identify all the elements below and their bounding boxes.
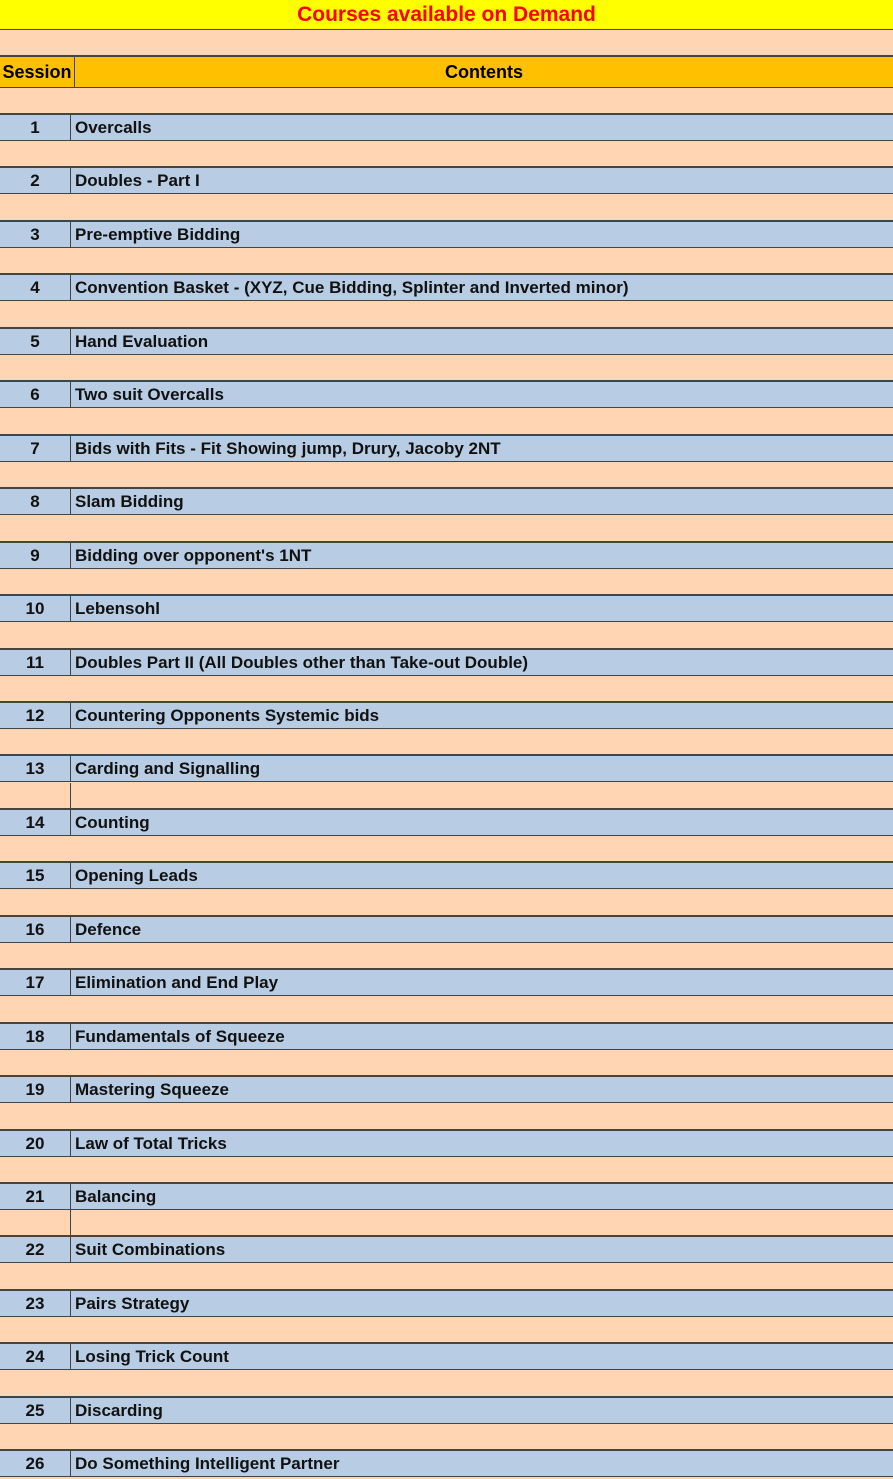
session-number: 3 xyxy=(0,222,71,247)
session-number: 21 xyxy=(0,1184,71,1209)
spacer-row xyxy=(0,355,893,381)
session-title: Law of Total Tricks xyxy=(75,1133,227,1153)
spacer-row xyxy=(0,195,893,221)
spacer-row xyxy=(0,141,893,167)
spacer-row xyxy=(0,30,893,56)
session-row xyxy=(0,1397,893,1424)
session-title: Slam Bidding xyxy=(75,491,184,511)
session-row xyxy=(0,1023,893,1050)
session-number: 20 xyxy=(0,1131,71,1156)
session-row xyxy=(0,221,893,248)
session-row xyxy=(0,862,893,889)
session-row xyxy=(0,969,893,996)
session-number: 24 xyxy=(0,1344,71,1369)
spacer-row xyxy=(0,1157,893,1183)
spacer-row xyxy=(0,623,893,649)
session-number: 2 xyxy=(0,168,71,193)
session-title: Suit Combinations xyxy=(75,1239,226,1259)
session-title: Discarding xyxy=(75,1400,163,1420)
session-title: Defence xyxy=(75,919,142,939)
session-title: Opening Leads xyxy=(75,865,198,885)
session-number: 18 xyxy=(0,1024,71,1049)
session-number: 22 xyxy=(0,1237,71,1262)
spacer-row xyxy=(0,569,893,595)
spacer-row xyxy=(0,997,893,1023)
session-title: Pre-emptive Bidding xyxy=(75,224,241,244)
spacer-row xyxy=(0,1317,893,1343)
session-row xyxy=(0,1236,893,1263)
session-title: Balancing xyxy=(75,1186,157,1206)
session-row xyxy=(0,542,893,569)
session-row xyxy=(0,755,893,782)
session-number: 5 xyxy=(0,329,71,354)
session-title: Counting xyxy=(75,812,150,832)
session-row xyxy=(0,1290,893,1317)
session-row xyxy=(0,274,893,301)
spacer-row xyxy=(0,1371,893,1397)
session-row xyxy=(0,702,893,729)
session-row xyxy=(0,328,893,355)
spacer-row xyxy=(0,248,893,274)
spacer-row xyxy=(0,409,893,435)
table-header xyxy=(0,56,893,88)
spacer-row xyxy=(0,1424,893,1450)
session-title: Losing Trick Count xyxy=(75,1346,229,1366)
spacer-row xyxy=(0,836,893,862)
session-title: Do Something Intelligent Partner xyxy=(75,1453,340,1473)
spacer-row xyxy=(0,943,893,969)
session-title: Pairs Strategy xyxy=(75,1293,190,1313)
session-title: Fundamentals of Squeeze xyxy=(75,1026,285,1046)
session-number: 16 xyxy=(0,917,71,942)
session-number: 23 xyxy=(0,1291,71,1316)
session-row xyxy=(0,916,893,943)
session-row xyxy=(0,435,893,462)
session-title: Convention Basket - (XYZ, Cue Bidding, Splinter and Inverted minor) xyxy=(75,277,629,297)
session-number: 4 xyxy=(0,275,71,300)
session-number: 12 xyxy=(0,703,71,728)
session-row xyxy=(0,114,893,141)
session-number: 17 xyxy=(0,970,71,995)
session-title: Bidding over opponent's 1NT xyxy=(75,545,312,565)
session-row xyxy=(0,1450,893,1477)
session-number: 25 xyxy=(0,1398,71,1423)
session-row xyxy=(0,1130,893,1157)
session-row xyxy=(0,1343,893,1370)
spacer-row xyxy=(0,516,893,542)
session-number: 10 xyxy=(0,596,71,621)
header-contents: Contents xyxy=(445,61,523,82)
session-number: 14 xyxy=(0,810,71,835)
spacer-row xyxy=(0,1104,893,1130)
header-session: Session xyxy=(0,57,75,87)
session-row xyxy=(0,488,893,515)
session-number: 7 xyxy=(0,436,71,461)
session-title: Lebensohl xyxy=(75,598,161,618)
spacer-row xyxy=(0,1210,893,1236)
session-number: 13 xyxy=(0,756,71,781)
session-title: Two suit Overcalls xyxy=(75,384,224,404)
session-row xyxy=(0,167,893,194)
spacer-row xyxy=(0,676,893,702)
session-number: 8 xyxy=(0,489,71,514)
session-number: 15 xyxy=(0,863,71,888)
session-title: Doubles Part II (All Doubles other than Take-out Double) xyxy=(75,652,529,672)
session-title: Overcalls xyxy=(75,117,152,137)
spacer-row xyxy=(0,729,893,755)
session-row xyxy=(0,649,893,676)
session-number: 9 xyxy=(0,543,71,568)
session-row xyxy=(0,1183,893,1210)
session-number: 26 xyxy=(0,1451,71,1476)
session-number: 11 xyxy=(0,650,71,675)
spacer-row xyxy=(0,462,893,488)
session-title: Countering Opponents Systemic bids xyxy=(75,705,380,725)
session-title: Doubles - Part I xyxy=(75,170,200,190)
spacer-row xyxy=(0,783,893,809)
session-row xyxy=(0,595,893,622)
session-row xyxy=(0,1076,893,1103)
spacer-row xyxy=(0,302,893,328)
session-title: Carding and Signalling xyxy=(75,758,261,778)
session-title: Mastering Squeeze xyxy=(75,1079,229,1099)
session-title: Bids with Fits - Fit Showing jump, Drury, Jacoby 2NT xyxy=(75,438,501,458)
session-number: 6 xyxy=(0,382,71,407)
session-row xyxy=(0,381,893,408)
session-row xyxy=(0,809,893,836)
spacer-row xyxy=(0,1264,893,1290)
sheet-title: Courses available on Demand xyxy=(0,0,893,30)
session-title: Elimination and End Play xyxy=(75,972,279,992)
session-number: 1 xyxy=(0,115,71,140)
session-title: Hand Evaluation xyxy=(75,331,209,351)
spacer-row xyxy=(0,88,893,114)
spacer-row xyxy=(0,1050,893,1076)
spacer-row xyxy=(0,890,893,916)
session-number: 19 xyxy=(0,1077,71,1102)
